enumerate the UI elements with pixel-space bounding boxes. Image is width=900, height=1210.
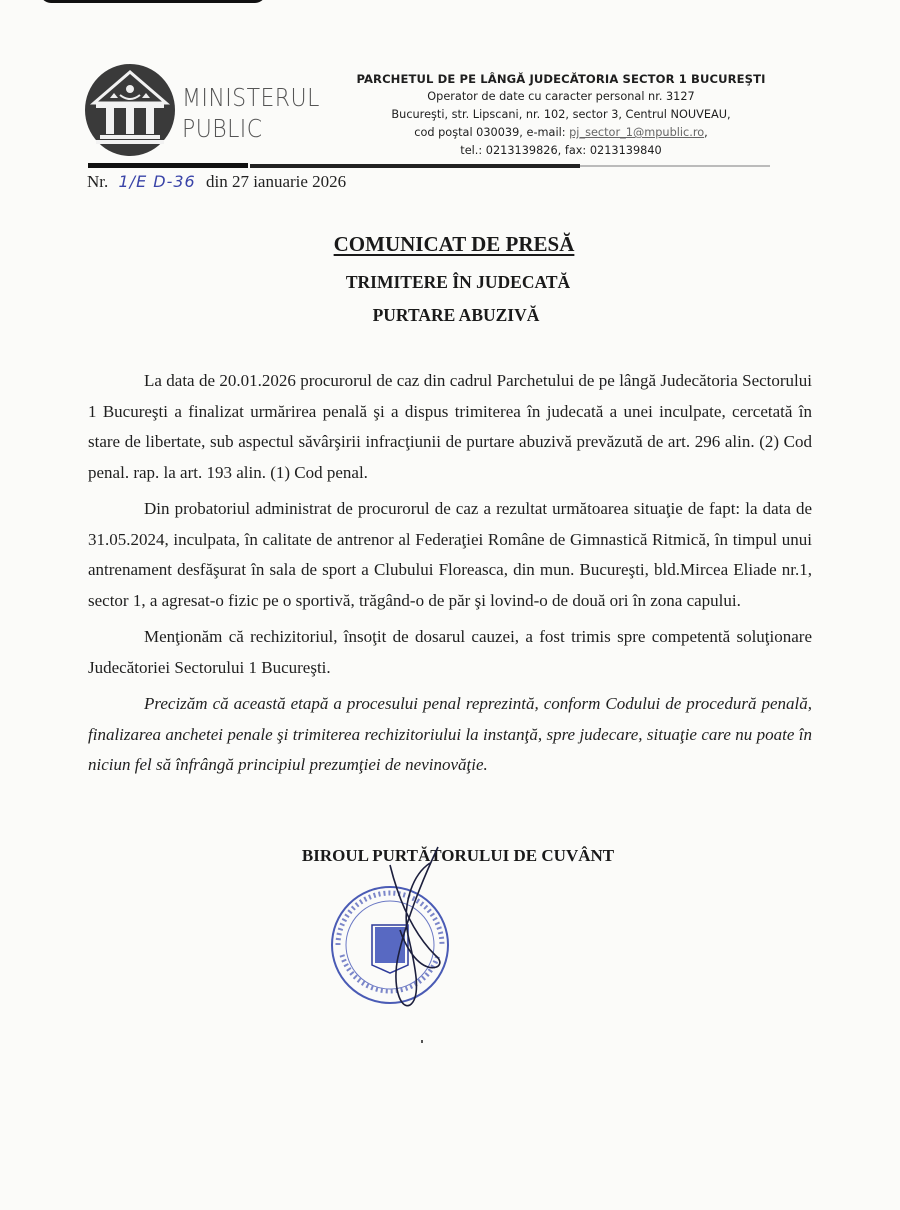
- postal-suffix: ,: [704, 126, 708, 139]
- round-official-stamp-icon: [320, 845, 480, 1015]
- email-link[interactable]: pj_sector_1@mpublic.ro: [569, 126, 705, 139]
- document-title: COMUNICAT DE PRESĂ: [333, 232, 575, 256]
- institution-operator: Operator de date cu caracter personal nr. 3127: [427, 90, 695, 103]
- document-body: [88, 366, 812, 787]
- header-divider-thick: [88, 163, 248, 168]
- scan-speck: [421, 1040, 423, 1043]
- logo-line-2: PUBLIC: [182, 114, 263, 143]
- institution-name: PARCHETUL DE PE LÂNGĂ JUDECĂTORIA SECTOR 1 BUCUREŞTI: [356, 72, 766, 86]
- logo-wordmark: [182, 82, 320, 144]
- nr-prefix: Nr.: [87, 172, 109, 191]
- logo-line-1: MINISTERUL: [182, 83, 320, 112]
- institution-block: [336, 70, 786, 160]
- institution-address: Bucureşti, str. Lipscani, nr. 102, sector 3, Centrul NOUVEAU,: [391, 108, 731, 121]
- signature-department: BIROUL PURTĂTORULUI DE CUVÂNT: [301, 846, 615, 865]
- institution-postal-email: [336, 124, 786, 142]
- paragraph-1: La data de 20.01.2026 procurorul de caz din cadrul Parchetului de pe lângă Judecătoria Sectorului 1 Bucureşti a finalizat urmărirea penală şi a dispus trimiterea în judecată a unei inculpate, cercetată în stare de libertate, sub aspectul săvârşirii infracţiunii de purtare abuzivă prevăzută de art. 296 alin. (2) Cod penal. rap. la art. 193 alin. (1) Cod penal.: [88, 371, 812, 482]
- institution-phone: tel.: 0213139826, fax: 0213139840: [460, 144, 662, 157]
- scan-top-edge: [40, 0, 266, 3]
- paragraph-4-disclaimer: Precizăm că această etapă a procesului penal reprezintă, conform Codului de procedură penală, finalizarea anchetei penale şi trimiterea rechizitoriului la instanţă, spre judecare, situaţie care nu poate în niciun fel să înfrângă principiul prezumţiei de nevinovăţie.: [88, 694, 812, 774]
- paragraph-3: Menţionăm că rechizitoriul, însoţit de dosarul cauzei, a fost trimis spre competentă soluţionare Judecătoriei Sectorului 1 Bucureşti.: [88, 627, 812, 677]
- document-subtitle-1: TRIMITERE ÎN JUDECATĂ: [345, 272, 571, 292]
- handwritten-number: 1/E D-36: [118, 172, 196, 191]
- ministerul-public-logo-icon: [84, 63, 176, 157]
- document-subtitle-2: PURTARE ABUZIVĂ: [372, 305, 540, 325]
- registration-number: [87, 172, 346, 192]
- paragraph-2: Din probatoriul administrat de procurorul de caz a rezultat următoarea situaţie de fapt: la data de 31.05.2024, inculpata, în calitate de antrenor al Federaţiei Române de Gimnastică Ritmică, în timpul unui antrenament desfăşurat în sala de sport a Clubului Floreasca, din mun. Bucureşti, bld.Mircea Eliade nr.1, sector 1, a agresat-o fizic pe o sportivă, trăgând-o de păr şi lovind-o de două ori în zona capului.: [88, 499, 812, 610]
- document-date: din 27 ianuarie 2026: [205, 172, 347, 191]
- header-divider-light: [580, 165, 770, 167]
- header-divider: [250, 164, 580, 168]
- postal-code-text: cod poştal 030039, e-mail:: [414, 126, 570, 139]
